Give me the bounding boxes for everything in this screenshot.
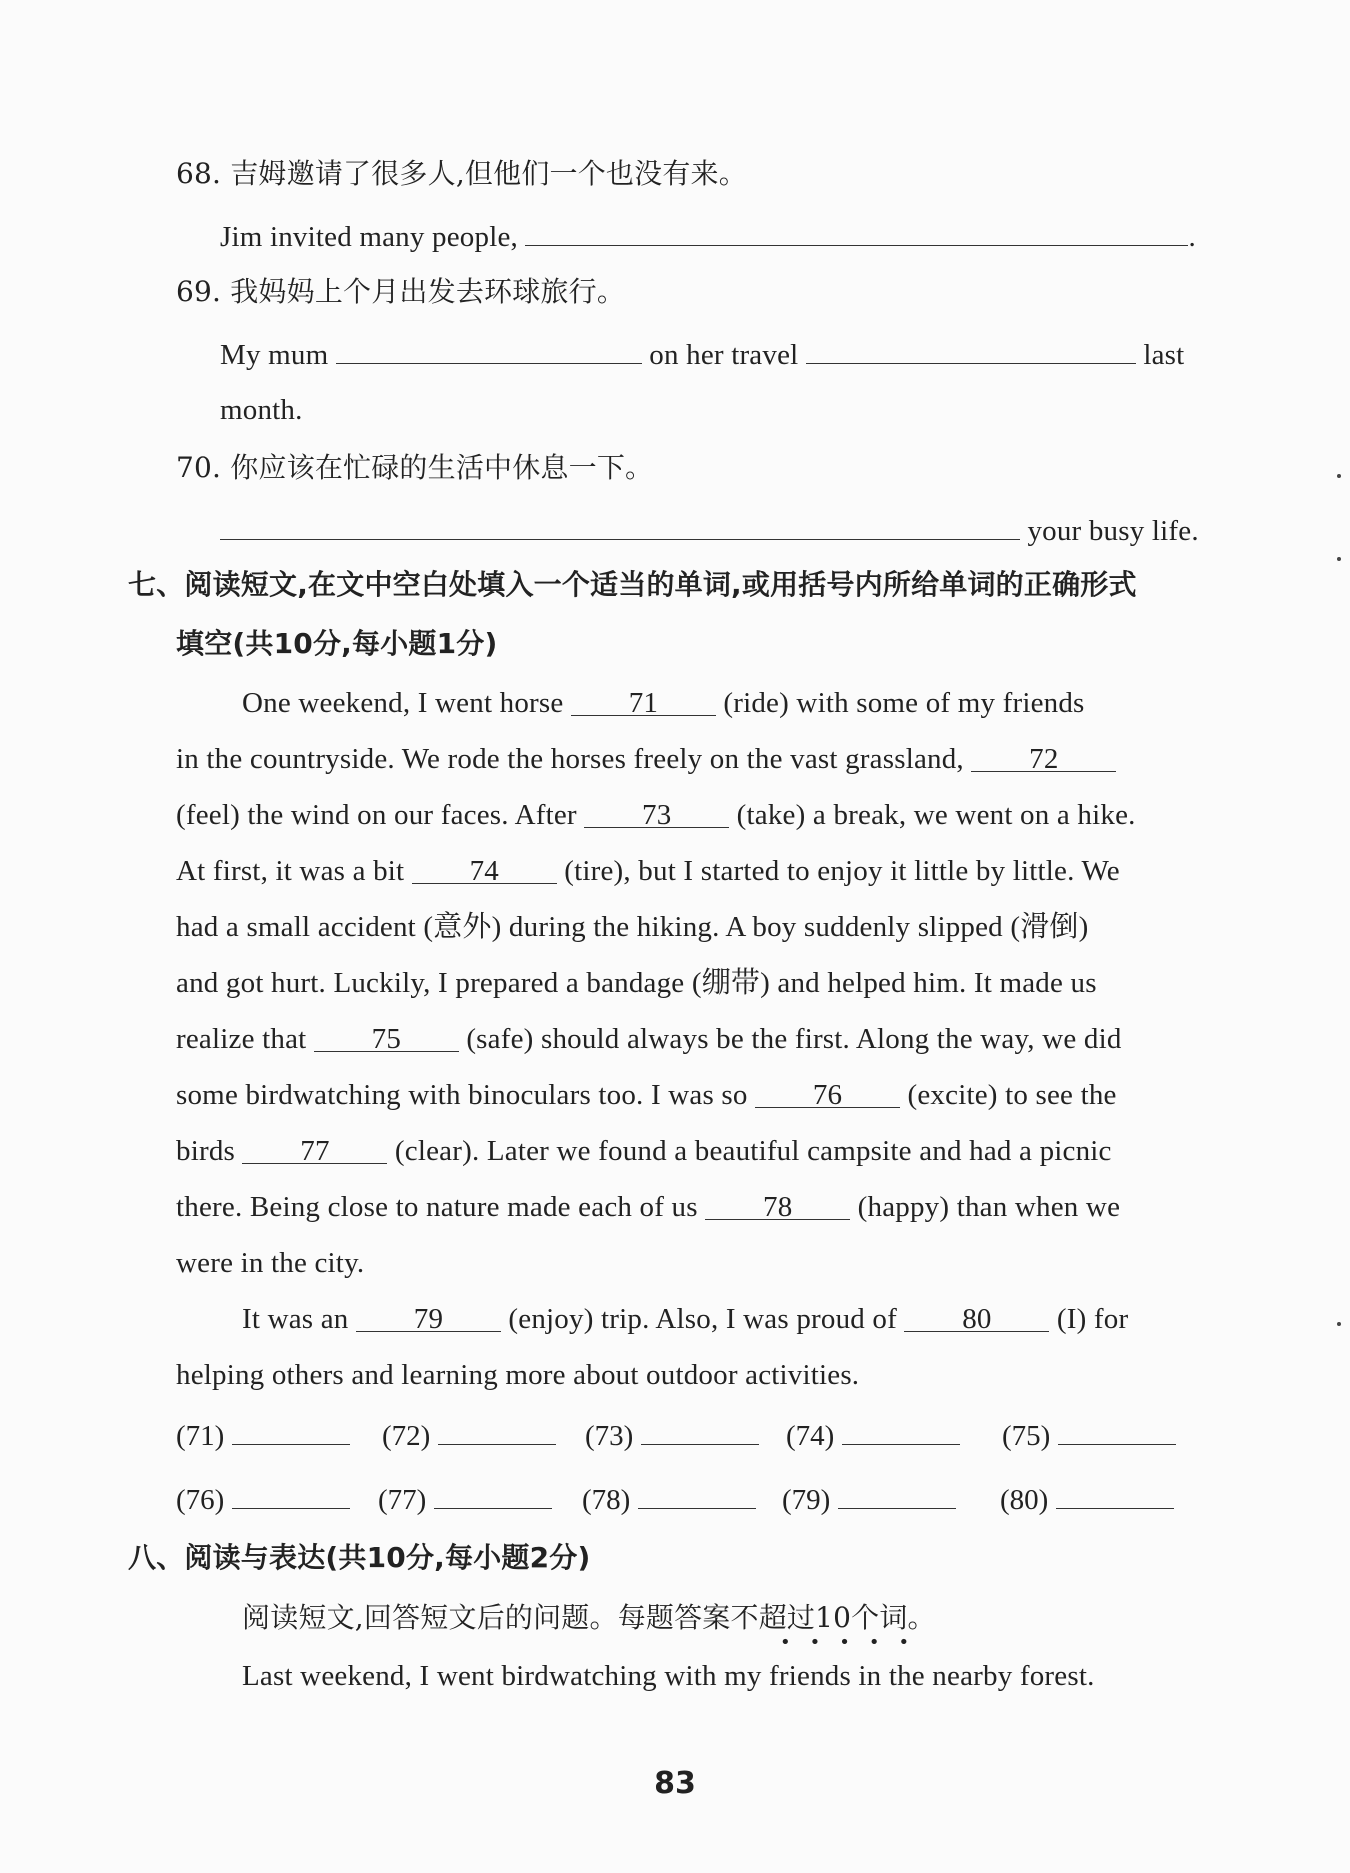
q68-answer-blank[interactable] <box>525 215 1188 246</box>
passage-line-4 <box>176 853 1120 889</box>
q69-blank-1[interactable] <box>336 333 642 364</box>
answer-77 <box>378 1478 552 1518</box>
section8-passage-line-1: Last weekend, I went birdwatching with my friends in the nearby forest. <box>242 1660 1095 1692</box>
passage-line-2 <box>176 741 1116 777</box>
blank-79[interactable]: 79 <box>356 1301 501 1332</box>
passage-text: (feel) the wind on our faces. After <box>176 799 577 831</box>
blank-77[interactable]: 77 <box>242 1133 387 1164</box>
answer-label: (73) <box>585 1420 634 1452</box>
scan-speck <box>1337 1322 1341 1326</box>
scan-speck <box>1337 474 1341 478</box>
answer-blank-79[interactable] <box>838 1478 956 1509</box>
q70-answer-blank[interactable] <box>220 509 1020 540</box>
passage-text: birds <box>176 1135 235 1167</box>
q68-english-line <box>220 215 1196 255</box>
section7-heading-line1: 七、阅读短文,在文中空白处填入一个适当的单词,或用括号内所给单词的正确形式 <box>128 568 1137 601</box>
answer-73 <box>585 1414 759 1454</box>
answer-71 <box>176 1414 350 1454</box>
q68-end-punct: . <box>1188 221 1196 253</box>
q69-chinese: 69. 我妈妈上个月出发去环球旅行。 <box>176 275 626 308</box>
passage-text: there. Being close to nature made each of us <box>176 1191 698 1223</box>
passage-line-9 <box>176 1133 1112 1169</box>
answer-74 <box>786 1414 960 1454</box>
passage-text: some birdwatching with binoculars too. I was so <box>176 1079 748 1111</box>
passage-line-7 <box>176 1021 1122 1057</box>
answer-label: (80) <box>1000 1484 1049 1516</box>
passage-text: It was an <box>242 1303 349 1335</box>
q69-part2: on her travel <box>649 339 799 371</box>
answer-label: (78) <box>582 1484 631 1516</box>
q70-english-end: your busy life. <box>1027 515 1199 547</box>
passage-text: One weekend, I went horse <box>242 687 564 719</box>
scan-speck <box>1337 557 1341 561</box>
passage-text: At first, it was a bit <box>176 855 405 887</box>
emphasis-dots: ••••• <box>780 1632 929 1653</box>
answer-label: (71) <box>176 1420 225 1452</box>
passage-text: (excite) to see the <box>907 1079 1117 1111</box>
q68-chinese: 68. 吉姆邀请了很多人,但他们一个也没有来。 <box>176 157 747 190</box>
passage-line-1 <box>242 685 1085 721</box>
passage-line-3 <box>176 797 1136 833</box>
answer-78 <box>582 1478 756 1518</box>
page-number: 83 <box>654 1766 696 1801</box>
passage-text: (I) for <box>1056 1303 1129 1335</box>
passage-line-6: and got hurt. Luckily, I prepared a bandage (绷带) and helped him. It made us <box>176 967 1097 999</box>
answer-blank-78[interactable] <box>638 1478 756 1509</box>
answer-label: (77) <box>378 1484 427 1516</box>
q68-english-start: Jim invited many people, <box>220 221 518 253</box>
passage-text: (happy) than when we <box>857 1191 1121 1223</box>
blank-80[interactable]: 80 <box>904 1301 1049 1332</box>
answer-75 <box>1002 1414 1176 1454</box>
answer-label: (79) <box>782 1484 831 1516</box>
passage-line-5: had a small accident (意外) during the hiking. A boy suddenly slipped (滑倒) <box>176 911 1089 943</box>
blank-71[interactable]: 71 <box>571 685 716 716</box>
answer-blank-72[interactable] <box>438 1414 556 1445</box>
answer-76 <box>176 1478 350 1518</box>
passage-text: (enjoy) trip. Also, I was proud of <box>508 1303 897 1335</box>
section8-instruction: 阅读短文,回答短文后的问题。每题答案不超过10个词。 <box>242 1601 936 1634</box>
answer-blank-71[interactable] <box>232 1414 350 1445</box>
answer-label: (74) <box>786 1420 835 1452</box>
answer-label: (76) <box>176 1484 225 1516</box>
q69-english-line <box>220 333 1184 373</box>
passage-line-8 <box>176 1077 1117 1113</box>
answer-blank-73[interactable] <box>641 1414 759 1445</box>
passage-text: in the countryside. We rode the horses freely on the vast grassland, <box>176 743 964 775</box>
q69-part1: My mum <box>220 339 329 371</box>
answer-blank-75[interactable] <box>1058 1414 1176 1445</box>
passage-text: realize that <box>176 1023 307 1055</box>
q70-chinese: 70. 你应该在忙碌的生活中休息一下。 <box>176 451 654 484</box>
answer-80 <box>1000 1478 1174 1518</box>
q69-line2: month. <box>220 394 303 426</box>
section7-heading-line2: 填空(共10分,每小题1分) <box>176 627 498 660</box>
passage-text: (safe) should always be the first. Along the way, we did <box>466 1023 1122 1055</box>
blank-78[interactable]: 78 <box>705 1189 850 1220</box>
passage-text: (take) a break, we went on a hike. <box>736 799 1136 831</box>
answer-blank-76[interactable] <box>232 1478 350 1509</box>
passage-text: (tire), but I started to enjoy it little by little. We <box>564 855 1120 887</box>
blank-73[interactable]: 73 <box>584 797 729 828</box>
answer-blank-80[interactable] <box>1056 1478 1174 1509</box>
passage-line-13: helping others and learning more about outdoor activities. <box>176 1359 860 1391</box>
answer-79 <box>782 1478 956 1518</box>
passage-line-12 <box>242 1301 1128 1337</box>
q70-english-line <box>220 509 1199 549</box>
answer-blank-77[interactable] <box>434 1478 552 1509</box>
section8-heading: 八、阅读与表达(共10分,每小题2分) <box>128 1541 591 1574</box>
blank-74[interactable]: 74 <box>412 853 557 884</box>
blank-72[interactable]: 72 <box>971 741 1116 772</box>
passage-line-10 <box>176 1189 1120 1225</box>
passage-line-11: were in the city. <box>176 1247 365 1279</box>
blank-76[interactable]: 76 <box>755 1077 900 1108</box>
passage-text: (clear). Later we found a beautiful campsite and had a picnic <box>394 1135 1112 1167</box>
q69-part3: last <box>1143 339 1185 371</box>
passage-text: (ride) with some of my friends <box>723 687 1085 719</box>
answer-label: (75) <box>1002 1420 1051 1452</box>
answer-blank-74[interactable] <box>842 1414 960 1445</box>
blank-75[interactable]: 75 <box>314 1021 459 1052</box>
answer-label: (72) <box>382 1420 431 1452</box>
q69-blank-2[interactable] <box>806 333 1136 364</box>
answer-72 <box>382 1414 556 1454</box>
